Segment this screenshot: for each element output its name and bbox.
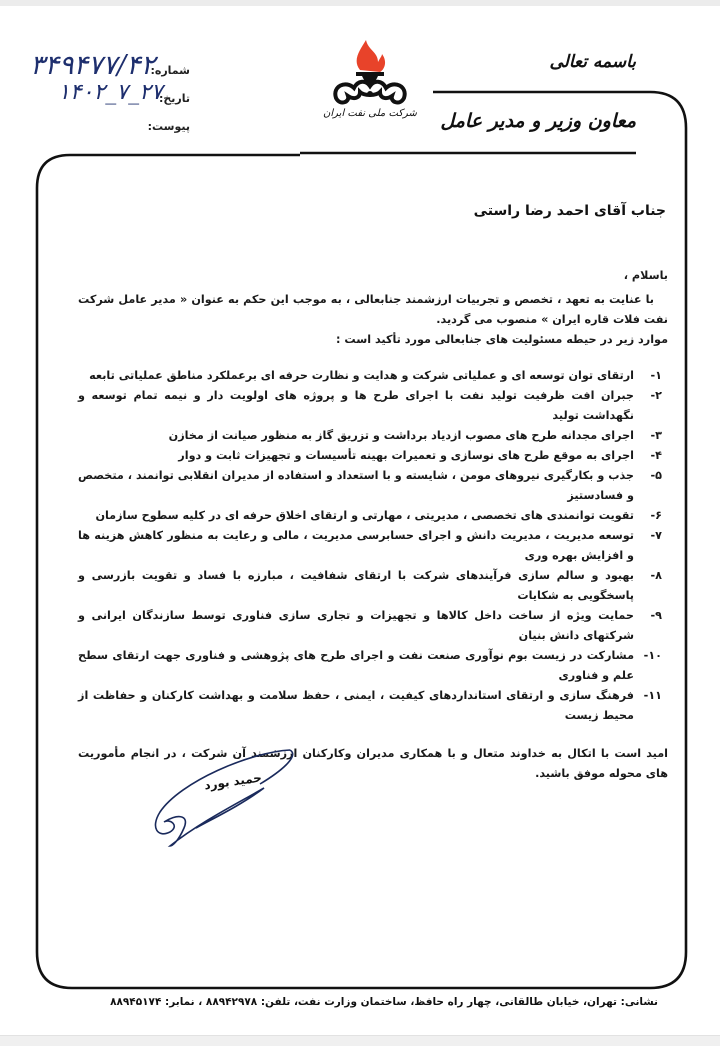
list-item: ۱۰- مشارکت در زیست بوم نوآوری صنعت نفت و اجرای طرح های پژوهشی و فناوری جهت ارتقای سطح علم و فناوری xyxy=(78,649,662,682)
list-item: ۲- جبران افت ظرفیت تولید نفت با اجرای طرح ها و پروژه های اولویت دار و نیمه تمام توسعه و نگهداشت تولید xyxy=(78,389,662,422)
image-bottom-edge xyxy=(0,1035,720,1046)
office-title: معاون وزیر و مدیر عامل xyxy=(440,110,636,132)
greeting: باسلام ، xyxy=(623,269,668,282)
signature-scribble-icon xyxy=(140,742,310,852)
list-item: ۹- حمایت ویژه از ساخت داخل کالاها و تجهیزات و تجاری سازی فناوری توسط سازندگان ایرانی و شرکتهای دانش بنیان xyxy=(78,609,662,642)
responsibilities-list xyxy=(78,366,668,726)
date-value: ۱۴۰۲_۷_۲۷ xyxy=(58,80,163,105)
intro-paragraph: با عنایت به تعهد ، تخصص و تجربیات ارزشمند جنابعالی ، به موجب این حکم به عنوان « مدیر عامل شرکت نفت فلات قاره ایران » منصوب می گردید. xyxy=(78,293,668,326)
date-label: تاریخ: xyxy=(158,92,190,105)
number-value: ۳۴۹۴۷۷/۴۲ xyxy=(30,50,156,81)
list-item: ۱- ارتقای توان توسعه ای و عملیاتی شرکت و هدایت و نظارت حرفه ای برعملکرد مناطق عملیاتی تابعه xyxy=(89,369,662,382)
responsibilities-intro: موارد زیر در حیطه مسئولیت های جنابعالی مورد تأکید است : xyxy=(336,333,668,346)
recipient-name: جناب آقای احمد رضا راستی xyxy=(473,203,666,219)
list-item: ۷- توسعه مدیریت ، مدیریت دانش و اجرای حسابرسی مدیریت ، مالی و رعایت به منظور کاهش هزینه ها و افزایش بهره وری xyxy=(78,529,662,562)
list-item: ۴- اجرای به موقع طرح های نوسازی و تعمیرات بهینه تأسیسات و تجهیزات ثابت و دوار xyxy=(178,449,662,462)
list-item: ۳- اجرای مجدانه طرح های مصوب ازدیاد برداشت و تزریق گاز به منظور صیانت از مخازن xyxy=(168,429,662,442)
invocation-text: باسمه تعالی xyxy=(549,52,636,72)
organization-name: شرکت ملی نفت ایران xyxy=(323,108,417,119)
list-item: ۶- تقویت توانمندی های تخصصی ، مدیریتی ، مهارتی و ارتقای اخلاق حرفه ای در کلیه سطوح سازمان xyxy=(95,509,662,522)
letter-body xyxy=(78,266,668,784)
attachment-label: پیوست: xyxy=(147,120,190,133)
list-item: ۸- بهبود و سالم سازی فرآیندهای شرکت با ارتقای شفافیت ، مبارزه با فساد و تقویت بازرسی و پاسخگویی به شکایات xyxy=(78,569,662,602)
number-label: شماره: xyxy=(150,64,190,77)
footer-address: نشانی: تهران، خیابان طالقانی، چهار راه حافظ، ساختمان وزارت نفت، تلفن: ۸۸۹۴۲۹۷۸ ، نمابر: ۸۸۹۴۵۱۷۴ xyxy=(110,996,658,1008)
signature-name: حمید بورد xyxy=(203,770,263,793)
signature xyxy=(140,742,310,852)
list-item: ۱۱- فرهنگ سازی و ارتقای استانداردهای کیفیت ، ایمنی ، حفظ سلامت و بهداشت کارکنان و حفاظت از محیط زیست xyxy=(78,689,662,722)
closing-paragraph: امید است با اتکال به خداوند متعال و با همکاری مدیران وکارکنان ارزشمند آن شرکت ، در انجام مأموریت های محوله موفق باشید. xyxy=(78,747,668,780)
appointment-title: مدیر عامل شرکت نفت فلات قاره ایران xyxy=(78,293,668,326)
list-item: ۵- جذب و بکارگیری نیروهای مومن ، شایسته و با استعداد و استفاده از مدیران انقلابی توانمند ، متخصص و فسادستیز xyxy=(78,469,662,502)
